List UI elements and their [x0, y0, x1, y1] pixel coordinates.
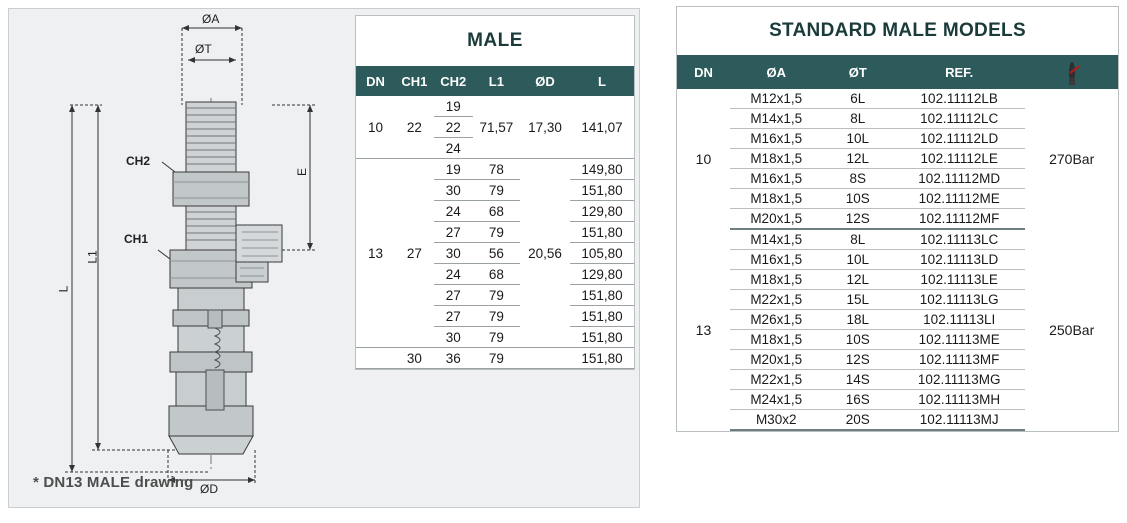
- cell-ref: 102.11112ME: [893, 189, 1025, 209]
- cell-ch2: 30: [434, 180, 473, 201]
- cell-ref: 102.11113LE: [893, 270, 1025, 290]
- pressure-gauge-icon: [1025, 56, 1118, 90]
- cell-l: 151,80: [570, 327, 634, 348]
- cell-ot: 8L: [823, 109, 894, 129]
- cell-ch2: 36: [434, 348, 473, 369]
- standard-table-header-row: [677, 56, 1118, 90]
- std-col-ot: ØT: [823, 56, 894, 90]
- cell-dn: 10: [695, 151, 712, 167]
- cell-oa: M20x1,5: [730, 209, 823, 230]
- cell-ch2: 30: [434, 327, 473, 348]
- cell-oa: M22x1,5: [730, 290, 823, 310]
- cell-l: 151,80: [570, 285, 634, 306]
- standard-table-title: STANDARD MALE MODELS: [677, 7, 1118, 56]
- cell-ref: 102.11113MG: [893, 370, 1025, 390]
- cell-ot: 10L: [823, 250, 894, 270]
- cell-ot: 12L: [823, 270, 894, 290]
- cell-l: 151,80: [570, 180, 634, 201]
- standard-models-panel: [676, 6, 1119, 432]
- cell-l: 149,80: [570, 159, 634, 180]
- cell-oa: M18x1,5: [730, 270, 823, 290]
- cell-oa: M16x1,5: [730, 250, 823, 270]
- cell-l1: 56: [473, 243, 520, 264]
- cell-ref: 102.11112MD: [893, 169, 1025, 189]
- male-col-ch2: CH2: [434, 67, 473, 97]
- label-ch2: CH2: [126, 154, 151, 168]
- cell-ref: 102.11112LC: [893, 109, 1025, 129]
- cell-l: 129,80: [570, 264, 634, 285]
- cell-l1: 79: [473, 285, 520, 306]
- table-row: [356, 96, 634, 117]
- label-l: L: [56, 285, 71, 293]
- cell-ref: 102.11113LD: [893, 250, 1025, 270]
- table-row: [356, 159, 634, 180]
- cell-ref: 102.11113LI: [893, 310, 1025, 330]
- label-diameter-t: ØT: [195, 42, 212, 56]
- cell-oa: M14x1,5: [730, 229, 823, 250]
- cell-dn: 10: [356, 96, 395, 159]
- male-col-l: L: [570, 67, 634, 97]
- cell-ot: 10L: [823, 129, 894, 149]
- std-col-ref: REF.: [893, 56, 1025, 90]
- cell-od: 17,30: [520, 96, 570, 159]
- male-col-ch1: CH1: [395, 67, 434, 97]
- label-diameter-d: ØD: [200, 482, 218, 496]
- cell-l1: 79: [473, 222, 520, 243]
- cell-ref: 102.11113LC: [893, 229, 1025, 250]
- cell-od: [520, 348, 570, 369]
- drawing-footnote: * DN13 MALE drawing: [33, 474, 194, 491]
- cell-l: 151,80: [570, 306, 634, 327]
- cell-l1: 71,57: [473, 96, 520, 159]
- cell-ch2: 27: [434, 285, 473, 306]
- cell-l1: 79: [473, 348, 520, 369]
- cell-ch2: 24: [434, 264, 473, 285]
- cell-ot: 6L: [823, 89, 894, 109]
- cell-l1: 79: [473, 180, 520, 201]
- cell-ot: 16S: [823, 390, 894, 410]
- cell-ot: 10S: [823, 330, 894, 350]
- cell-ch1: 30: [395, 348, 434, 369]
- cell-ot: 12L: [823, 149, 894, 169]
- cell-ot: 12S: [823, 350, 894, 370]
- cell-ch2: 22: [434, 117, 473, 138]
- label-diameter-a: ØA: [202, 12, 220, 26]
- cell-ch2: 30: [434, 243, 473, 264]
- cell-ch2: 19: [434, 159, 473, 180]
- cell-oa: M16x1,5: [730, 169, 823, 189]
- male-table: [355, 15, 635, 370]
- cell-ot: 8S: [823, 169, 894, 189]
- cell-ref: 102.11113MJ: [893, 410, 1025, 431]
- cell-dn: 13: [695, 321, 712, 338]
- cell-ot: 14S: [823, 370, 894, 390]
- std-col-oa: ØA: [730, 56, 823, 90]
- cell-l1: 78: [473, 159, 520, 180]
- cell-ch1: 22: [395, 96, 434, 159]
- cell-l1: 79: [473, 327, 520, 348]
- cell-l1: 68: [473, 264, 520, 285]
- male-table-body: [356, 96, 634, 369]
- cell-ref: 102.11112LB: [893, 89, 1025, 109]
- standard-table-body: [677, 89, 1118, 430]
- label-e: E: [295, 167, 310, 177]
- cell-oa: M16x1,5: [730, 129, 823, 149]
- cell-ref: 102.11113MH: [893, 390, 1025, 410]
- technical-drawing: [10, 10, 350, 507]
- cell-oa: M18x1,5: [730, 149, 823, 169]
- cell-oa: M26x1,5: [730, 310, 823, 330]
- table-row: [356, 348, 634, 369]
- cell-ch2: 24: [434, 201, 473, 222]
- cell-l: 151,80: [570, 222, 634, 243]
- male-table-title: MALE: [356, 16, 634, 67]
- cell-dn: 13: [356, 159, 395, 348]
- cell-ot: 10S: [823, 189, 894, 209]
- cell-oa: M22x1,5: [730, 370, 823, 390]
- male-col-od: ØD: [520, 67, 570, 97]
- cell-ref: 102.11112LE: [893, 149, 1025, 169]
- cell-oa: M30x2: [730, 410, 823, 431]
- male-col-dn: DN: [356, 67, 395, 97]
- cell-od: 20,56: [520, 159, 570, 348]
- cell-ch1: 27: [395, 159, 434, 348]
- cell-ref: 102.11112LD: [893, 129, 1025, 149]
- table-row: [677, 89, 1118, 109]
- cell-oa: M18x1,5: [730, 189, 823, 209]
- cell-ot: 8L: [823, 229, 894, 250]
- cell-oa: M18x1,5: [730, 330, 823, 350]
- cell-oa: M12x1,5: [730, 89, 823, 109]
- cell-ot: 15L: [823, 290, 894, 310]
- cell-ref: 102.11113ME: [893, 330, 1025, 350]
- cell-ot: 20S: [823, 410, 894, 431]
- cell-ch2: 19: [434, 96, 473, 117]
- drawing-panel: [8, 8, 640, 508]
- cell-l1: 79: [473, 306, 520, 327]
- cell-ref: 102.11113MF: [893, 350, 1025, 370]
- male-col-l1: L1: [473, 67, 520, 97]
- cell-pressure: 270Bar: [1049, 151, 1095, 167]
- cell-l: 105,80: [570, 243, 634, 264]
- cell-oa: M24x1,5: [730, 390, 823, 410]
- cell-oa: M14x1,5: [730, 109, 823, 129]
- cell-ot: 12S: [823, 209, 894, 230]
- cell-l1: 68: [473, 201, 520, 222]
- label-ch1: CH1: [124, 232, 149, 246]
- cell-ref: 102.11113LG: [893, 290, 1025, 310]
- cell-l: 141,07: [570, 96, 634, 159]
- cell-pressure: 250Bar: [1049, 321, 1095, 338]
- std-col-dn: DN: [677, 56, 730, 90]
- cell-ot: 18L: [823, 310, 894, 330]
- table-row: [677, 229, 1118, 250]
- cell-ch2: 24: [434, 138, 473, 159]
- male-table-header-row: [356, 67, 634, 97]
- cell-oa: M20x1,5: [730, 350, 823, 370]
- cell-ch2: 27: [434, 306, 473, 327]
- fitting-drawing-svg: [10, 10, 350, 507]
- cell-l: 129,80: [570, 201, 634, 222]
- cell-l: 151,80: [570, 348, 634, 369]
- cell-ref: 102.11112MF: [893, 209, 1025, 230]
- cell-ch2: 27: [434, 222, 473, 243]
- label-l1: L1: [85, 250, 100, 264]
- cell-dn: [356, 348, 395, 369]
